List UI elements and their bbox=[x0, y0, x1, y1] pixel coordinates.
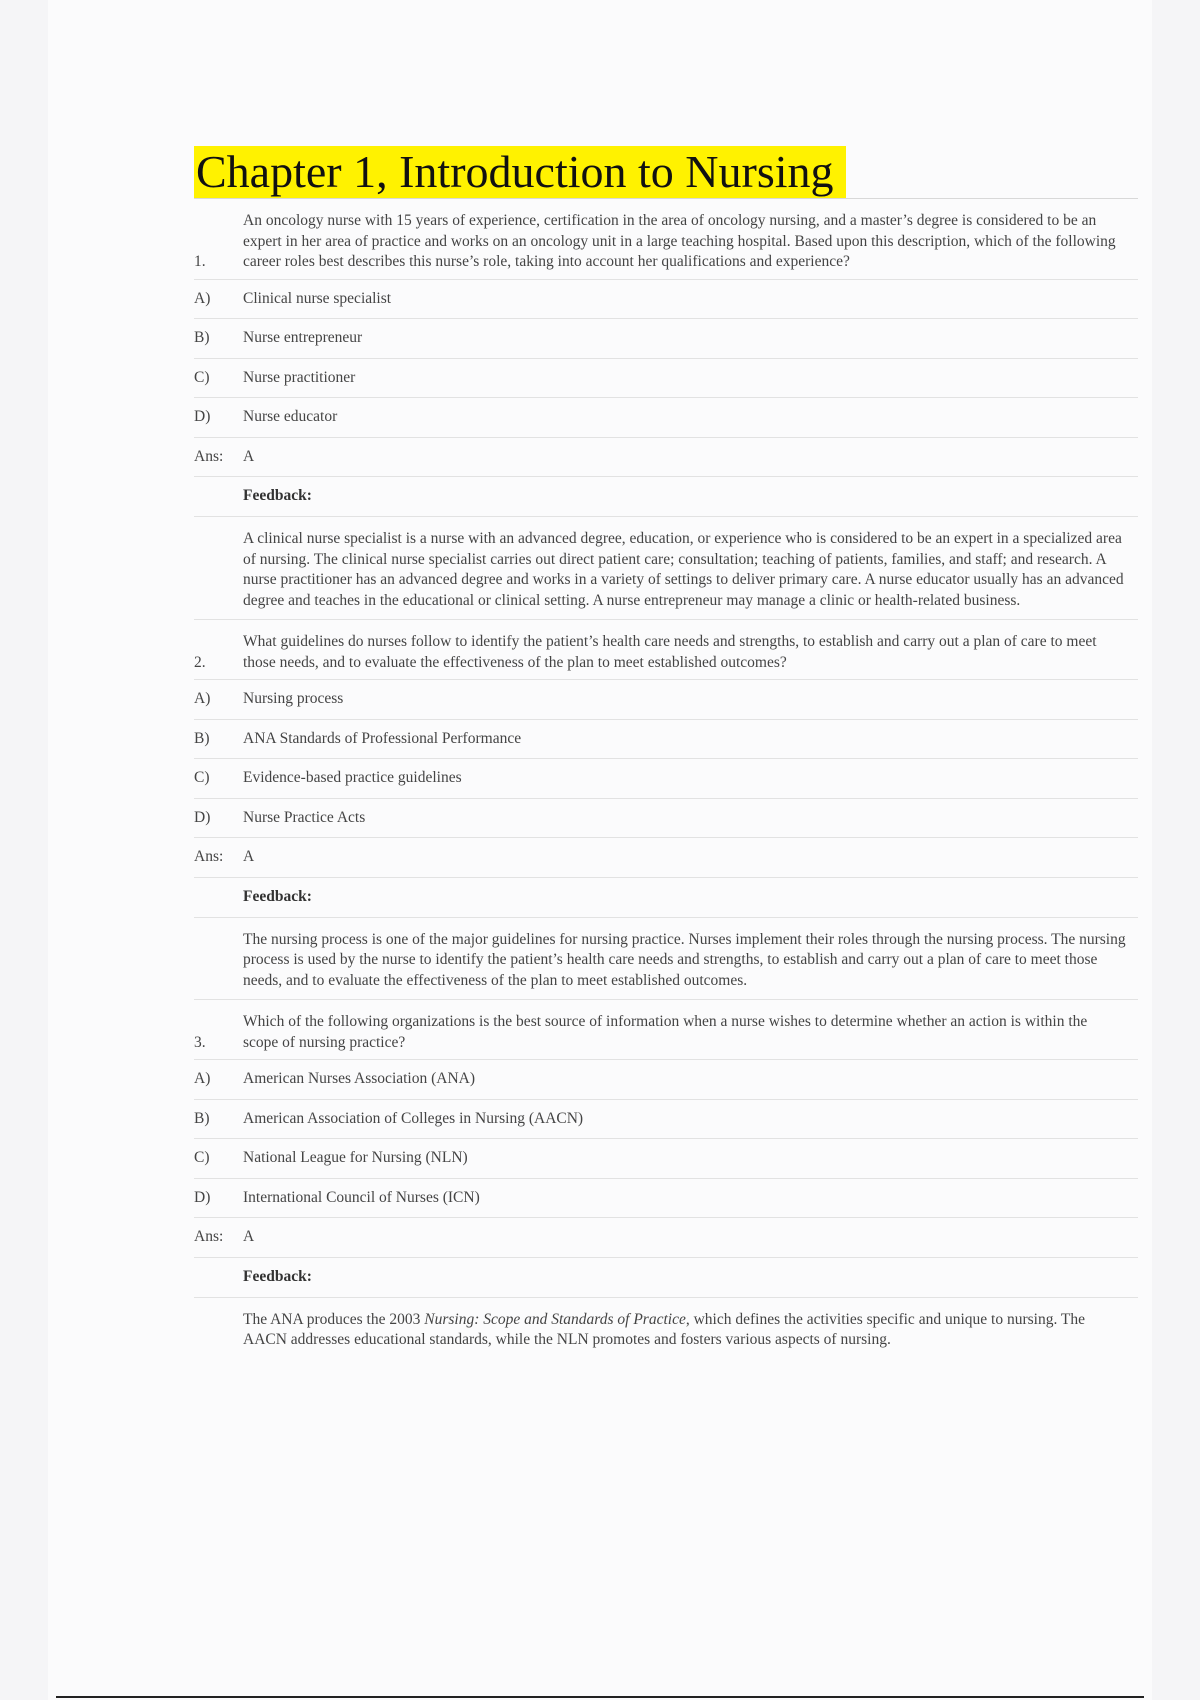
option-label: B) bbox=[194, 729, 210, 747]
feedback-book-title: Nursing: Scope and Standards of Practice bbox=[424, 1310, 686, 1328]
question-row bbox=[194, 620, 1138, 680]
document-page bbox=[48, 0, 1152, 1700]
option-label: D) bbox=[194, 808, 211, 826]
answer-value: A bbox=[243, 848, 255, 865]
option-text: Nurse educator bbox=[243, 408, 338, 425]
feedback-text-start: The ANA produces the 2003 bbox=[243, 1310, 425, 1328]
question-number: 2. bbox=[194, 653, 206, 671]
feedback-row bbox=[194, 1298, 1138, 1359]
question-block-3 bbox=[194, 1000, 1138, 1359]
document-content bbox=[194, 146, 1138, 1359]
option-label: A) bbox=[194, 1070, 211, 1087]
question-number: 3. bbox=[194, 1033, 206, 1051]
option-label: C) bbox=[194, 368, 210, 386]
question-text: Which of the following organizations is the best source of information when a nurse wishes to determine whether an action is within the scope of nursing practice? bbox=[243, 1013, 1088, 1051]
option-text: Evidence-based practice guidelines bbox=[243, 769, 462, 786]
question-block-2 bbox=[194, 620, 1138, 1000]
chapter-title: Chapter 1, Introduction to Nursing bbox=[194, 146, 846, 198]
feedback-label: Feedback: bbox=[243, 487, 312, 505]
option-row bbox=[194, 1060, 1138, 1100]
option-row bbox=[194, 759, 1138, 799]
answer-row bbox=[194, 438, 1138, 478]
option-label: C) bbox=[194, 1149, 210, 1166]
feedback-text: A clinical nurse specialist is a nurse with an advanced degree, education, or experience who is considered to be an expert in a specialized area of nursing. The clinical nurse specialist carries out direct patient care; consultation; teaching of patients, families, and staff; and research. A nurse practitioner has an advanced degree and works in a variety of settings to deliver primary care. A nurse educator usually has an advanced degree and teaches in the educational or clinical setting. A nurse entrepreneur may manage a clinic or health-related business. bbox=[243, 530, 1124, 609]
question-number: 1. bbox=[194, 253, 206, 270]
option-text: National League for Nursing (NLN) bbox=[243, 1149, 468, 1166]
feedback-text-end: , which defines the activities specific and unique to nursing. The AACN addresses educational standards, while the NLN promotes and fosters various aspects of nursing. bbox=[243, 1310, 1086, 1348]
option-row bbox=[194, 280, 1138, 320]
answer-row bbox=[194, 1218, 1138, 1258]
option-text: International Council of Nurses (ICN) bbox=[243, 1188, 480, 1206]
option-row bbox=[194, 359, 1138, 399]
option-text: Nurse entrepreneur bbox=[243, 329, 363, 346]
option-row bbox=[194, 680, 1138, 720]
question-text: What guidelines do nurses follow to identify the patient’s health care needs and strengths, to establish and carry out a plan of care to meet those needs, and to evaluate the effectiveness of the plan to meet established outcomes? bbox=[243, 633, 1097, 671]
feedback-row bbox=[194, 918, 1138, 1001]
option-row bbox=[194, 1139, 1138, 1179]
option-text: American Nurses Association (ANA) bbox=[243, 1070, 476, 1087]
option-label: A) bbox=[194, 690, 211, 707]
option-label: B) bbox=[194, 329, 210, 346]
feedback-text bbox=[243, 1310, 1138, 1351]
option-row bbox=[194, 319, 1138, 359]
feedback-header-row bbox=[194, 878, 1138, 918]
answer-label: Ans: bbox=[194, 848, 224, 865]
option-text: Nursing process bbox=[243, 690, 344, 707]
option-text: Nurse Practice Acts bbox=[243, 808, 366, 826]
answer-value: A bbox=[243, 1228, 255, 1245]
answer-label: Ans: bbox=[194, 1228, 224, 1245]
question-text: An oncology nurse with 15 years of experience, certification in the area of oncology nursing, and a master’s degree is considered to be an expert in her area of practice and works on an oncology unit in a large teaching hospital. Based upon this description, which of the following career roles best describes this nurse’s role, taking into account her qualifications and experience? bbox=[243, 212, 1116, 270]
option-text: American Association of Colleges in Nursing (AACN) bbox=[243, 1109, 584, 1127]
option-row bbox=[194, 720, 1138, 760]
feedback-row bbox=[194, 517, 1138, 620]
option-label: D) bbox=[194, 1188, 211, 1206]
feedback-text: The nursing process is one of the major guidelines for nursing practice. Nurses implement their roles through the nursing process. The nursing process is used by the nurse to identify the patient’s health care needs and strengths, to establish and carry out a plan of care to meet those needs, and to evaluate the effectiveness of the plan to meet established outcomes. bbox=[243, 930, 1126, 989]
answer-value: A bbox=[243, 447, 255, 465]
feedback-label: Feedback: bbox=[243, 887, 312, 905]
answer-label: Ans: bbox=[194, 447, 224, 465]
option-row bbox=[194, 1179, 1138, 1219]
answer-row bbox=[194, 838, 1138, 878]
option-row bbox=[194, 398, 1138, 438]
option-row bbox=[194, 799, 1138, 839]
feedback-header-row bbox=[194, 1258, 1138, 1298]
option-text: Clinical nurse specialist bbox=[243, 289, 392, 307]
question-row bbox=[194, 199, 1138, 280]
option-text: Nurse practitioner bbox=[243, 368, 356, 386]
title-bar bbox=[194, 146, 1138, 199]
option-label: A) bbox=[194, 289, 211, 307]
option-text: ANA Standards of Professional Performance bbox=[243, 729, 522, 747]
page-bottom-rule bbox=[56, 1696, 1144, 1698]
feedback-label: Feedback: bbox=[243, 1267, 312, 1285]
feedback-header-row bbox=[194, 477, 1138, 517]
option-label: C) bbox=[194, 769, 210, 786]
option-label: D) bbox=[194, 408, 211, 425]
option-label: B) bbox=[194, 1109, 210, 1127]
question-row bbox=[194, 1000, 1138, 1060]
question-block-1 bbox=[194, 199, 1138, 620]
option-row bbox=[194, 1100, 1138, 1140]
